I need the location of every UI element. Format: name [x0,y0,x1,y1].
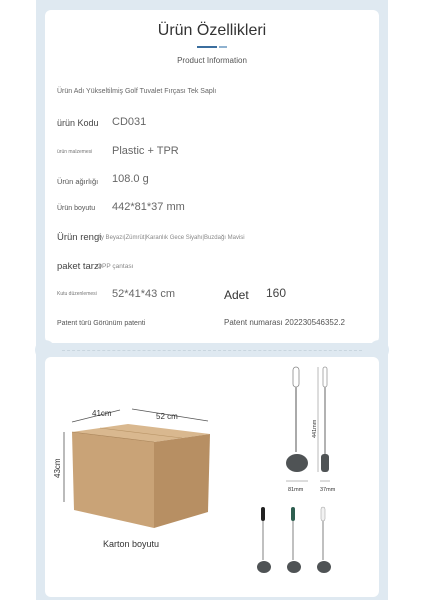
carton-side [154,434,210,528]
carton-front [72,432,154,528]
code-value: CD031 [112,116,147,128]
page-subtitle: Product Information [177,56,247,65]
code-label: ürün Kodu [57,118,99,128]
patent-number: Patent numarası 202230546352.2 [224,318,345,327]
package-value: OPP çantası [97,263,134,270]
height-dimension: 441mm [312,419,318,438]
title-underline-accent [219,46,227,48]
size-value: 442*81*37 mm [112,201,185,213]
brush-color-variants [248,504,348,584]
patent-type: Patent türü Görünüm patenti [57,320,146,327]
weight-label: Ürün ağırlığı [57,177,99,186]
ticket-divider [62,350,362,351]
brush-handle-top [293,367,299,387]
color-label: Ürün rengi [57,232,102,243]
quantity-label: Adet [224,288,249,302]
variant-green [287,507,301,573]
carton-illustration [50,400,220,550]
carton-height-label: 43cm [53,458,62,478]
box-value: 52*41*43 cm [112,288,175,300]
material-label: ürün malzemesi [57,149,93,155]
brush-head-side [321,454,329,472]
brush-dimension-illustration [280,360,350,498]
depth-dimension: 37mm [320,487,336,493]
size-label: Ürün boyutu [57,205,96,212]
width-dimension: 81mm [288,487,304,493]
variant-black [257,507,271,573]
variant-white [317,507,331,573]
quantity-value: 160 [266,286,287,300]
carton-width-label: 41cm [92,409,112,418]
brush-head [286,454,308,472]
package-label: paket tarzı [57,261,102,272]
carton-caption: Karton boyutu [103,539,160,549]
material-value: Plastic + TPR [112,145,179,157]
carton-length-label: 52 cm [156,412,178,421]
box-label: Kutu düzenlemesi [57,291,97,297]
color-value: Ay Beyazı|Zümrüt|Karanlık Gece Siyahı|Buzdağı Mavisi [97,235,245,241]
product-name: Ürün Adı Yükseltilmiş Golf Tuvalet Fırçası Tek Saplı [57,88,217,95]
page-title: Ürün Özellikleri [157,22,267,39]
weight-value: 108.0 g [112,173,149,185]
title-underline [197,46,217,48]
